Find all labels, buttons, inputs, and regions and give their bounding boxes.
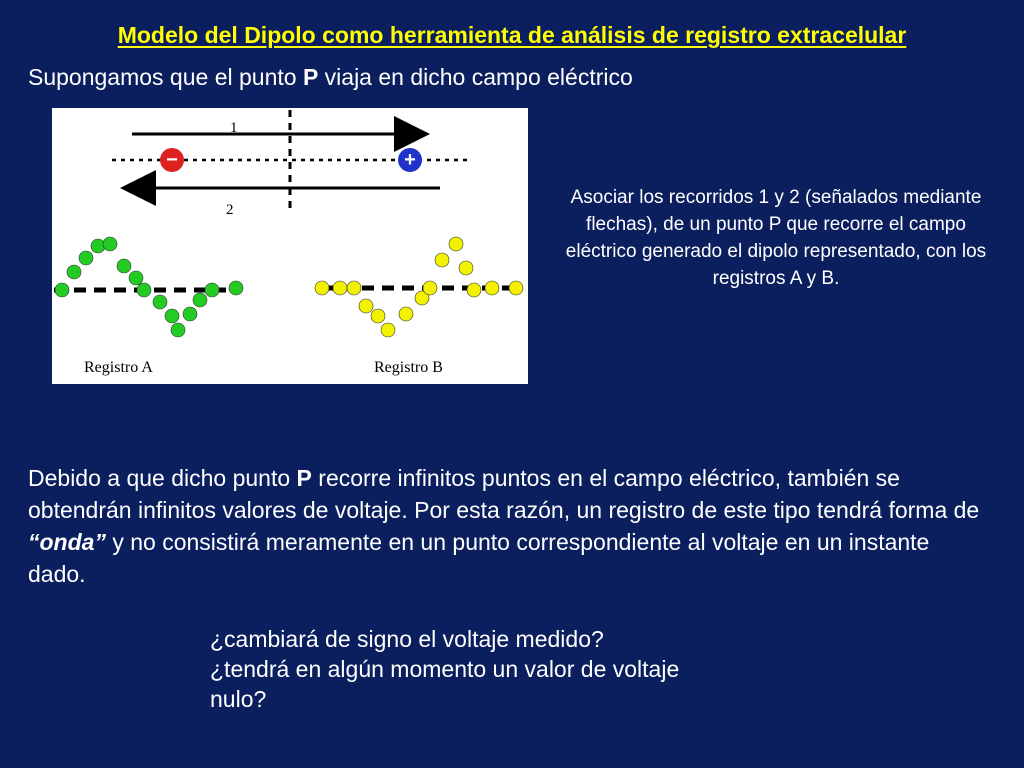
negative-sign: − [166, 149, 178, 171]
explanation-paragraph: Debido a que dicho punto P recorre infinitos puntos en el campo eléctrico, también se obtendrán infinitos valores de voltaje. Por esta razón, un registro de este tipo tendrá forma de “onda” y no consistirá meramente en un punto correspondiente al voltaje en un instante dado. [28, 465, 980, 587]
register-a-dot [193, 293, 207, 307]
register-a-dot [171, 323, 185, 337]
register-a-dot [137, 283, 151, 297]
register-a-dot [55, 283, 69, 297]
register-b-dot [333, 281, 347, 295]
register-a-dot [91, 239, 105, 253]
side-note: Asociar los recorridos 1 y 2 (señalados mediante flechas), de un punto P que recorre el campo eléctrico generado el dipolo representado, con los registros A y B. [565, 187, 987, 289]
arrow-1-label: 1 [230, 120, 238, 136]
questions-block [210, 624, 730, 714]
register-a-dot [183, 307, 197, 321]
register-b-dot [435, 253, 449, 267]
point-p-label: P [296, 465, 312, 491]
register-b-dot [371, 309, 385, 323]
register-a-dot [129, 271, 143, 285]
register-a-label: Registro A [84, 359, 153, 376]
dipole-diagram [52, 108, 528, 384]
register-a-dot [165, 309, 179, 323]
register-b-dot [359, 299, 373, 313]
positive-sign: + [404, 149, 416, 171]
register-a-dot [229, 281, 243, 295]
point-p-label: P [302, 64, 319, 90]
question-1: ¿cambiará de signo el voltaje medido? [210, 626, 604, 652]
register-b-dot [449, 237, 463, 251]
register-a-dot [79, 251, 93, 265]
register-b-trace [315, 237, 523, 337]
register-b-dot [399, 307, 413, 321]
register-b-dot [459, 261, 473, 275]
register-a-dot [117, 259, 131, 273]
register-a-dot [205, 283, 219, 297]
register-a-dot [153, 295, 167, 309]
register-a-trace [55, 237, 243, 337]
onda-term: “onda” [28, 529, 106, 555]
register-b-dot [347, 281, 361, 295]
register-b-label: Registro B [374, 359, 443, 376]
register-b-dot [381, 323, 395, 337]
register-b-dot [485, 281, 499, 295]
register-a-dot [103, 237, 117, 251]
register-b-dot [509, 281, 523, 295]
register-b-dot [467, 283, 481, 297]
arrow-2-label: 2 [226, 202, 234, 218]
question-2: ¿tendrá en algún momento un valor de voltaje nulo? [210, 656, 680, 712]
register-b-dot [315, 281, 329, 295]
slide-title-text: Modelo del Dipolo como herramienta de análisis de registro extracelular [117, 22, 907, 48]
slide-subtitle: Supongamos que el punto P viaja en dicho campo eléctrico [28, 64, 633, 90]
dipole-figure [52, 108, 528, 384]
slide-title [0, 22, 1024, 49]
register-a-dot [67, 265, 81, 279]
register-b-dot [423, 281, 437, 295]
